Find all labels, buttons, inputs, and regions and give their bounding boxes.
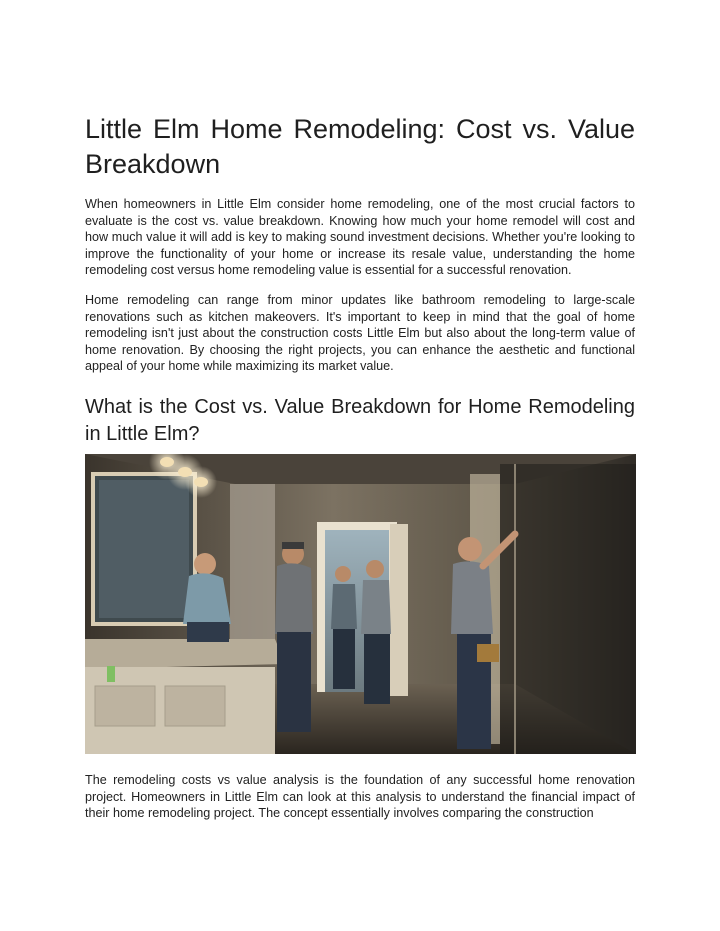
open-door (390, 524, 408, 696)
marble-tile-wall (230, 484, 275, 659)
light-fixture-icon (178, 467, 192, 477)
intro-paragraph: When homeowners in Little Elm consider home remodeling, one of the most crucial factors to evaluate is the cost vs. value breakdown. Knowing how much your home remodel will cost and how much value it will add is key to making sound investment decisions. Whether you're looking to improve the functionality of your home or increase its resale value, understanding the home remodeling cost versus home remodeling value is essential for a successful renovation. (85, 197, 635, 278)
mirror-reflection (99, 480, 189, 618)
worker-pants (364, 634, 390, 704)
second-paragraph: Home remodeling can range from minor updates like bathroom remodeling to large-scale renovations such as kitchen makeovers. It's important to keep in mind that the goal of home remodeling isn't just about the construction costs Little Elm but also about the long-term value of home renovation. By choosing the right projects, you can enhance the aesthetic and functional appeal of your home while maximizing its market value. (85, 292, 635, 374)
worker-head (458, 537, 482, 561)
worker-shirt (451, 561, 493, 634)
vanity-countertop (85, 639, 285, 669)
glass-shower (500, 464, 636, 754)
worker-head (194, 553, 216, 575)
worker-pants (277, 632, 311, 732)
light-fixture-icon (160, 457, 174, 467)
light-fixture-icon (194, 477, 208, 487)
cabinet-drawer (95, 686, 155, 726)
section-heading: What is the Cost vs. Value Breakdown for Home Remodeling in Little Elm? (85, 395, 635, 445)
cabinet-drawer (165, 686, 225, 726)
third-paragraph: The remodeling costs vs value analysis is the foundation of any successful home renovation project. Homeowners in Little Elm can look at this analysis to understand the financial impact of their home remodeling project. The concept essentially involves comparing the construction (85, 772, 635, 821)
worker-pants (333, 629, 355, 689)
worker-shirt (361, 580, 391, 634)
page-title: Little Elm Home Remodeling: Cost vs. Value Breakdown (85, 114, 635, 179)
tool-belt (477, 644, 499, 662)
document-body (85, 112, 635, 822)
worker-pants (187, 622, 229, 642)
worker-head (366, 560, 384, 578)
worker-shirt (275, 563, 313, 634)
worker-head (335, 566, 351, 582)
worker-shirt (331, 584, 357, 629)
bathroom-remodel-photo (85, 454, 636, 754)
worker-cap (282, 542, 304, 549)
bathroom-remodel-illustration (85, 454, 636, 754)
soap-bottle (107, 666, 115, 682)
